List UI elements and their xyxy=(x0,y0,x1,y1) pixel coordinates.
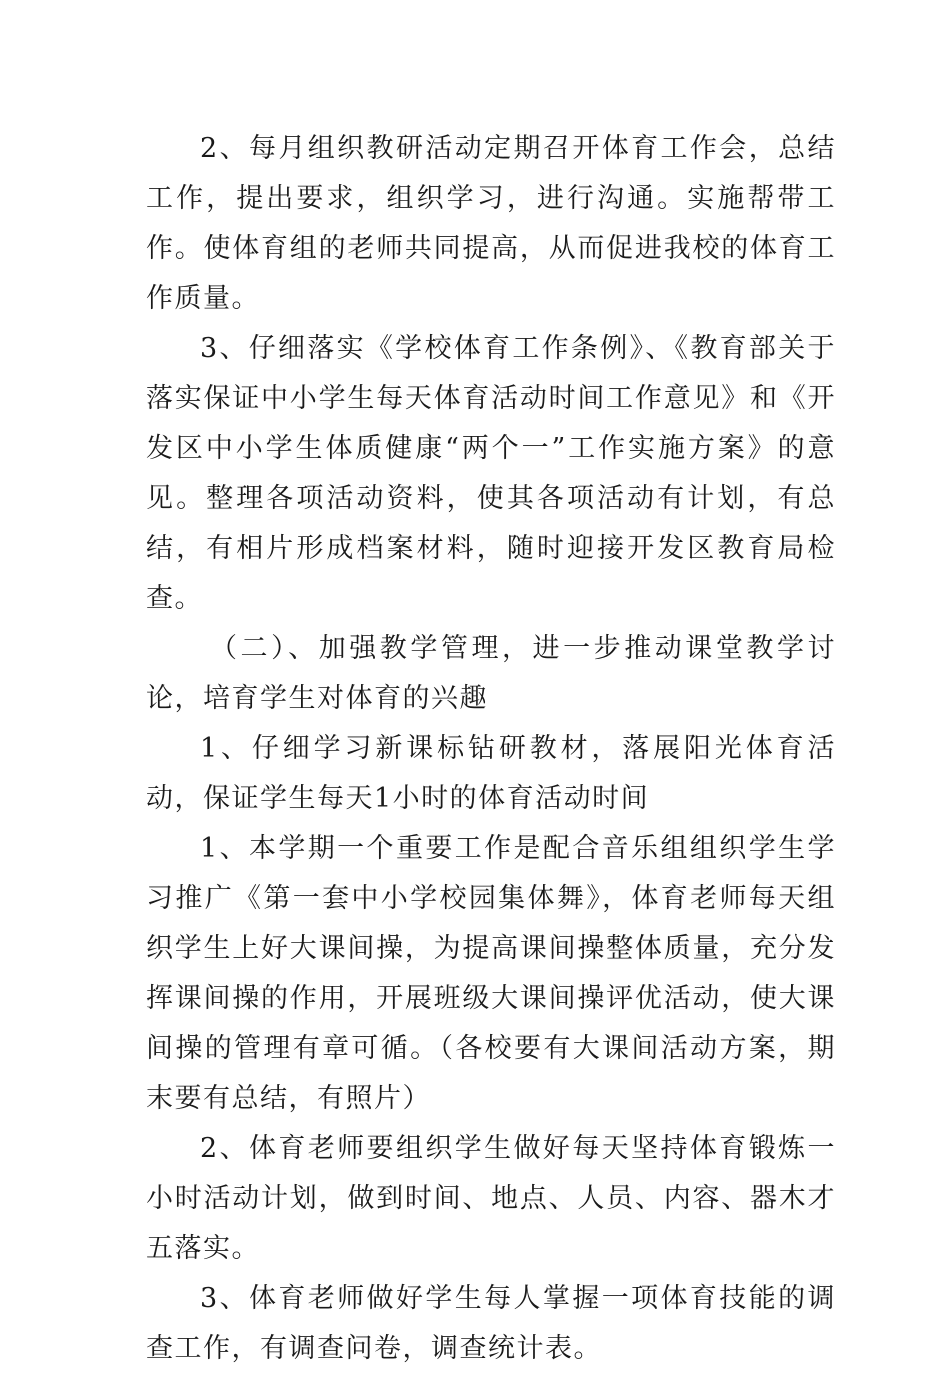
paragraph-implement-regulations: 3、仔细落实《学校体育工作条例》、《教育部关于落实保证中小学生每天体育活动时间工作意见》和《开发区中小学生体质健康“两个一”工作实施方案》的意见。整理各项活动资料，使其各项活动有计划，有总结，有相片形成档案材料，随时迎接开发区教育局检查。 xyxy=(146,333,836,614)
paragraph-monthly-meeting: 2、每月组织教研活动定期召开体育工作会，总结工作，提出要求，组织学习，进行沟通。实施帮带工作。使体育组的老师共同提高，从而促进我校的体育工作质量。 xyxy=(146,133,836,314)
section-heading-teaching-management: （二）、加强教学管理，进一步推动课堂教学讨论，培育学生对体育的兴趣 xyxy=(146,633,836,714)
paragraph-skill-survey: 3、体育老师做好学生每人掌握一项体育技能的调查工作，有调查问卷，调查统计表。 xyxy=(146,1283,836,1364)
document-body xyxy=(146,124,836,1374)
paragraph-new-curriculum: 1、仔细学习新课标钻研教材，落展阳光体育活动，保证学生每天1小时的体育活动时间 xyxy=(146,733,836,814)
paragraph-daily-exercise: 2、体育老师要组织学生做好每天坚持体育锻炼一小时活动计划，做到时间、地点、人员、内容、器木才五落实。 xyxy=(146,1133,836,1264)
paragraph-group-dance: 1、本学期一个重要工作是配合音乐组组织学生学习推广《第一套中小学校园集体舞》，体育老师每天组织学生上好大课间操，为提高课间操整体质量，充分发挥课间操的作用，开展班级大课间操评优活动，使大课间操的管理有章可循。（各校要有大课间活动方案，期末要有总结，有照片） xyxy=(146,833,836,1114)
